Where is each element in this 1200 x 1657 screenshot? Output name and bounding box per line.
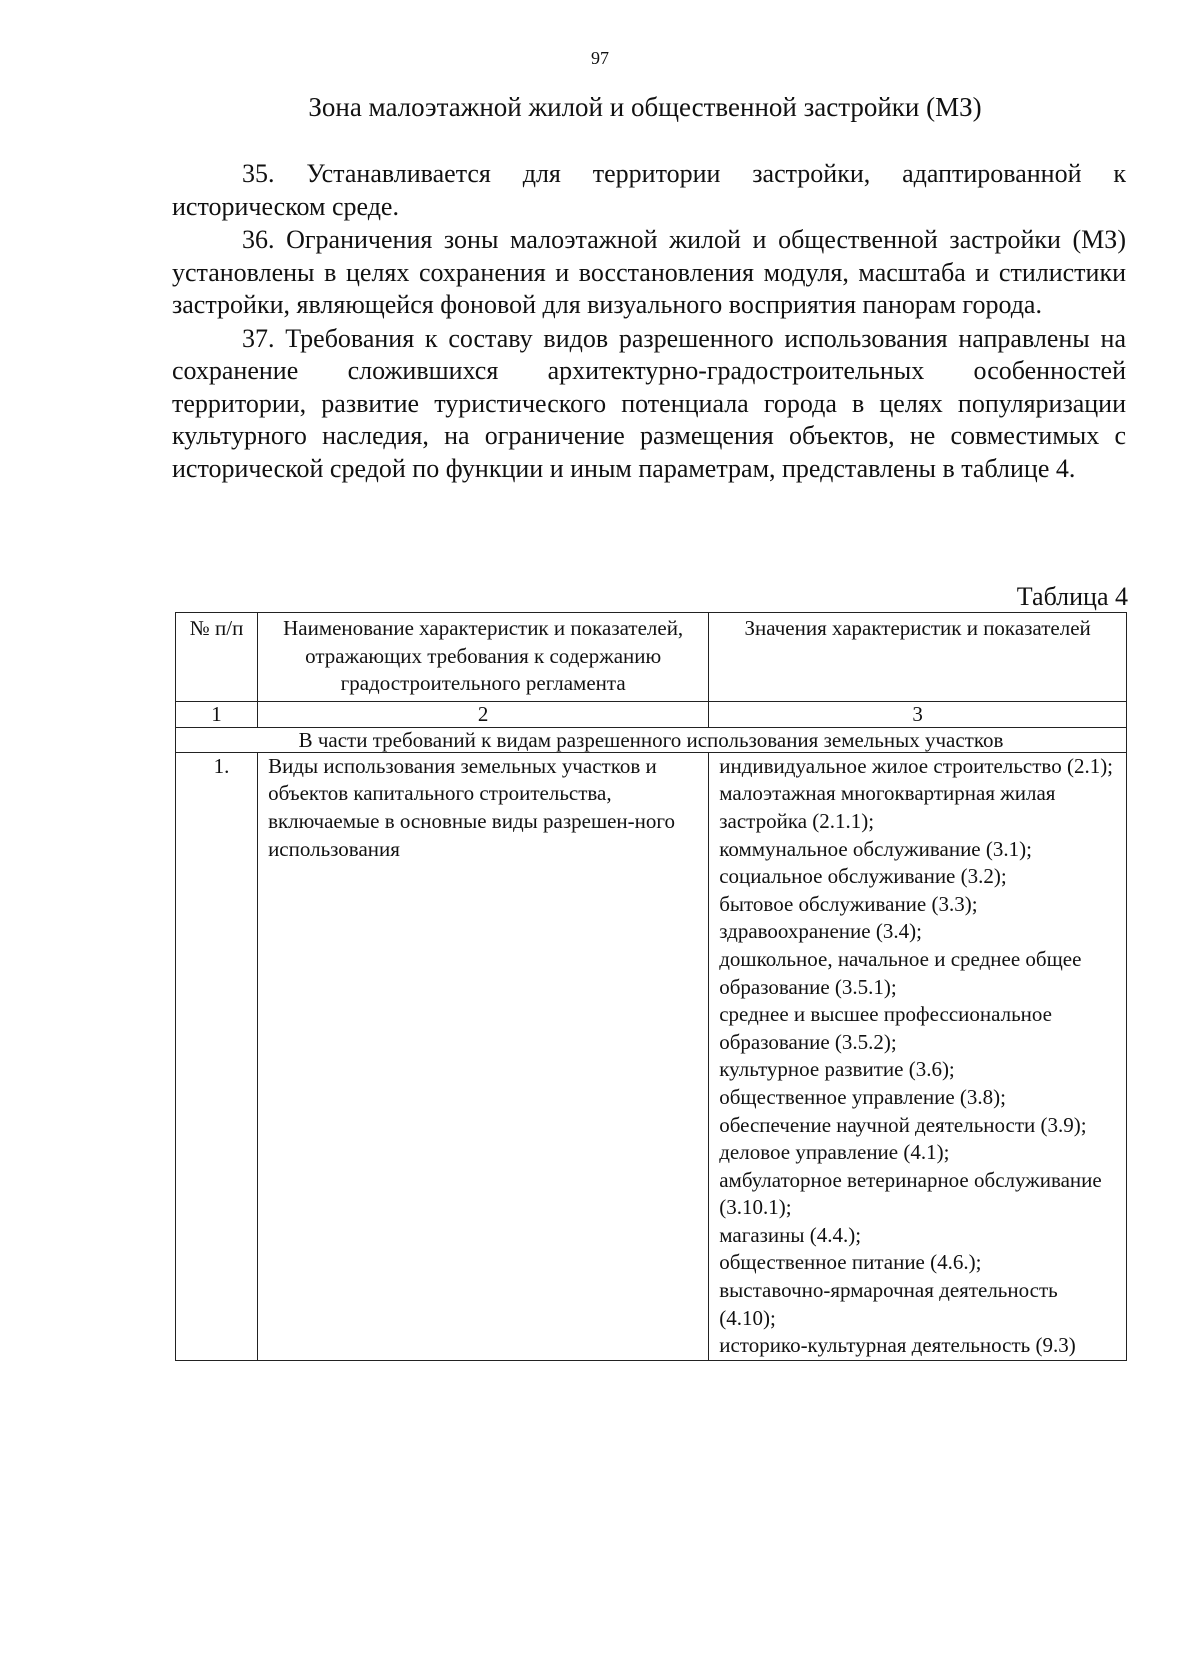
permitted-use-item: амбулаторное ветеринарное обслуживание (3.10.1); — [719, 1167, 1102, 1220]
page-number: 97 — [591, 48, 609, 68]
permitted-use-item: коммунальное обслуживание (3.1); — [719, 836, 1032, 861]
permitted-use-item: историко-культурная деятельность (9.3) — [719, 1333, 1076, 1358]
permitted-use-item: среднее и высшее профессиональное образование (3.5.2); — [719, 1002, 1052, 1054]
regulation-table — [175, 612, 1127, 1361]
permitted-use-item: выставочно-ярмарочная деятельность (4.10); — [719, 1278, 1058, 1330]
permitted-use-item: магазины (4.4.); — [719, 1222, 862, 1247]
permitted-use-item: деловое управление (4.1); — [719, 1140, 950, 1165]
paragraph-37: 37. Требования к составу видов разрешенного использования направлены на сохранение сложившихся архитектурно-градостроительных особенностей территории, развитие туристического потенциала города в целях популяризации культурного наследия, на ограничение размещения объектов, не совместимых с исторической средой по функции и иным параметрам, представлены в таблице 4. — [172, 323, 1126, 483]
header-characteristic-value: Значения характеристик и показателей — [709, 613, 1127, 702]
zone-title: Зона малоэтажной жилой и общественной застройки (МЗ) — [308, 92, 982, 122]
row-characteristic-name: Виды использования земельных участков и объектов капитального строительства, включаемые в основные виды разрешен-ного использования — [258, 752, 709, 1360]
paragraph-35: 35. Устанавливается для территории застройки, адаптированной к историческом среде. — [172, 159, 1126, 221]
permitted-use-item: общественное управление (3.8); — [719, 1084, 1006, 1109]
column-number-3: 3 — [709, 701, 1127, 727]
section-row — [176, 727, 1127, 752]
body-text — [172, 158, 1126, 486]
permitted-use-item: дошкольное, начальное и среднее общее образование (3.5.1); — [719, 946, 1082, 999]
header-number: № п/п — [176, 613, 258, 702]
permitted-use-item: социальное обслуживание (3.2); — [719, 864, 1007, 889]
row-number: 1. — [176, 752, 258, 1360]
header-characteristic-name: Наименование характеристик и показателей, отражающих требования к содержанию градостроительного регламента — [258, 613, 709, 702]
column-number-1: 1 — [176, 701, 258, 727]
permitted-use-item: бытовое обслуживание (3.3); — [719, 891, 978, 916]
row-permitted-uses — [709, 752, 1127, 1360]
permitted-use-item: обеспечение научной деятельности (3.9); — [719, 1112, 1087, 1137]
permitted-use-item: культурное развитие (3.6); — [719, 1057, 955, 1082]
column-number-2: 2 — [258, 701, 709, 727]
permitted-use-item: индивидуальное жилое строительство (2.1); — [719, 753, 1114, 778]
paragraph-36: 36. Ограничения зоны малоэтажной жилой и общественной застройки (МЗ) установлены в целях сохранения и восстановления модуля, масштаба и стилистики застройки, являющейся фоновой для визуального восприятия панорам города. — [172, 225, 1126, 319]
section-title: В части требований к видам разрешенного использования земельных участков — [176, 727, 1127, 752]
column-number-row — [176, 701, 1127, 727]
permitted-use-item: здравоохранение (3.4); — [719, 919, 922, 944]
permitted-use-item: малоэтажная многоквартирная жилая застройка (2.1.1); — [719, 781, 1056, 833]
table-row — [176, 752, 1127, 1360]
permitted-use-item: общественное питание (4.6.); — [719, 1250, 982, 1275]
table-header-row — [176, 613, 1127, 702]
table-caption: Таблица 4 — [1016, 582, 1128, 611]
